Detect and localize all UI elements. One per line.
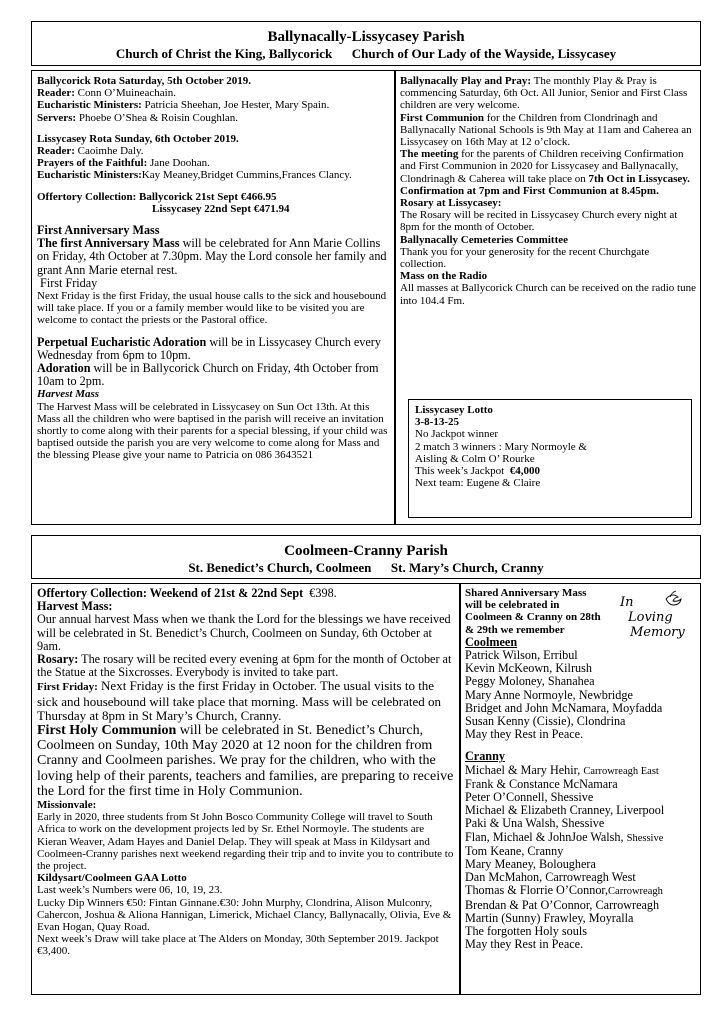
first-friday2-text: Next Friday is the first Friday in October. The usual visits to the sick and housebound will take place that morning. Mass will be celebrated on Thursday at 8pm in St Mary’s Church, Cranny. (37, 678, 441, 723)
harvest2-text: Our annual harvest Mass when we thank the Lord for the blessings we have received will be celebrated in St. Benedict’s Church, Coolmeen on Sunday, 6th October at 9am. (37, 612, 451, 653)
fhc-text: will be celebrated in St. Benedict’s Church, Coolmeen on Sunday, 10th May 2020 at 12 noon for the children from Cranny and Coolmeen parishes. We pray for the children, who with the loving help of their parents, teachers and families, are preparing to receive the Lord for the first time in Holy Communion. (37, 723, 454, 799)
first-anniversary-text: will be celebrated for Ann Marie Collins on Friday, 4th October at 7.30pm. May the Lord console her family and grant Ann Marie eternal rest. (37, 236, 387, 277)
meeting-date: 7th Oct in Lissycasey. (588, 172, 690, 185)
missionvale-text: Early in 2020, three students from St John Bosco Community College will travel to South Africa to work on the development projects led by Sr. Ethel Normoyle. The students are Kieran Weaver, Adam Hayes and Daniel Delap. They will speak at Mass in Kildysart and Coolmeen-Cranny parishes next weekend regarding their trip and to invite you to contribute to the project. (37, 811, 454, 873)
list-item: Susan Kenny (Cissie), Clondrina (465, 714, 626, 729)
rosary-title: Rosary at Lissycasey: (400, 197, 502, 210)
rota2-reader-label: Reader: (37, 145, 75, 158)
rota1-servers: Phoebe O’Shea & Roisin Coughlan. (76, 111, 239, 124)
in-loving-memory-emblem (616, 590, 686, 640)
harvest2-title: Harvest Mass: (37, 599, 113, 614)
list-item (465, 764, 697, 778)
first-friday2-bold: First Friday: (37, 681, 98, 694)
gaa-line1: Last week’s Numbers were 06, 10, 19, 23. (37, 884, 223, 897)
coolmeen-title: Coolmeen (465, 634, 518, 649)
fhc-bold: First Holy Communion (37, 723, 177, 739)
gaa-line3: Next week’s Draw will take place at The Alders on Monday, 30th September 2019. Jackpot €3,400. (37, 933, 439, 958)
gaa-title: Kildysart/Coolmeen GAA Lotto (37, 872, 187, 885)
rota2-pf: Jane Doohan. (147, 157, 210, 170)
meeting-text: for the parents of Children receiving Confirmation and First Communion in 2020 for Lissycasey and Ballynacally, Clondrinagh & Caherea will take place on (400, 148, 684, 185)
offertory2-amount: €398. (303, 586, 337, 600)
lotto-jackpot-amount: €4,000 (509, 465, 540, 478)
pea-bold: Perpetual Eucharistic Adoration (37, 334, 207, 349)
first-communion-bold: First Communion (400, 111, 485, 124)
adoration-bold: Adoration (37, 361, 91, 376)
list-item: Paki & Una Walsh, Shessive (465, 816, 605, 831)
confirmation-text: Confirmation at 7pm and First Communion at 8.45pm. (400, 184, 659, 197)
bottom-left-column (31, 583, 460, 995)
rota2-title: Lissycasey Rota Sunday, 6th October 2019. (37, 132, 239, 145)
rosary2-text: The rosary will be recited every evening at 6pm for the month of October at the Statue at the Sixcrosses. Everybody is invited to take part. (37, 652, 452, 680)
list-item: May they Rest in Peace. (465, 727, 584, 742)
dove-icon (666, 591, 681, 605)
rota1-servers-label: Servers: (37, 111, 77, 124)
first-friday-title: First Friday (37, 275, 98, 290)
lotto-line2: 2 match 3 winners : Mary Normoyle & (415, 440, 587, 453)
list-item: Peggy Moloney, Shanahea (465, 674, 595, 689)
rota1-reader-label: Reader: (37, 87, 75, 100)
first-communion-text: for the Children from Clondrinagh and Ballynacally National Schools is 9th May at 11am and Caherea an Lissycasey on 16th May at 12 o’clock. (400, 111, 692, 149)
list-item: Frank & Constance McNamara (465, 776, 618, 791)
radio-title: Mass on the Radio (400, 270, 488, 283)
offertory2-bold: Offertory Collection: Weekend of 21st & 22nd Sept (37, 586, 304, 600)
list-item: Kevin McKeown, Kilrush (465, 661, 592, 676)
list-item-place: Shessive (626, 832, 664, 844)
top-parish-subtitle: Church of Christ the King, Ballycorick Church of Our Lady of the Wayside, Lissycasey (115, 46, 617, 61)
bottom-parish-title: Coolmeen-Cranny Parish (284, 543, 448, 559)
top-right-column (395, 70, 701, 525)
bottom-parish-subtitle: St. Benedict’s Church, Coolmeen St. Mary’s Church, Cranny (188, 560, 544, 575)
rota1-em-label: Eucharistic Ministers: (37, 99, 142, 112)
memory-text-2: Loving (628, 610, 673, 625)
list-item: Mary Meaney, Boloughera (465, 857, 596, 872)
list-item-name: Thomas & Florrie O’Connor, (465, 883, 609, 898)
play-pray-text: The monthly Play & Pray is commencing Saturday, 6th Oct. All Junior, Senior and First Class children are very welcome. (400, 75, 688, 112)
list-item: Martin (Sunny) Frawley, Moyralla (465, 910, 634, 925)
bottom-parish-header (31, 535, 701, 579)
list-item: Tom Keane, Cranny (465, 843, 564, 858)
list-item-name: Flan, Michael & JohnJoe Walsh, (465, 829, 627, 844)
top-left-column (31, 70, 395, 525)
rota2-pf-label: Prayers of the Faithful: (37, 157, 148, 170)
rota2-em: Kay Meaney,Bridget Cummins,Frances Clancy. (141, 169, 352, 182)
gaa-line2: Lucky Dip Winners €50: Fintan Ginnane.€30: John Murphy, Clondrina, Alison Mulconry, Cahercon, Joshua & Aliona Hannigan, Limerick, Michael Clancy, Ballynacally, Olivia, Eve & Evan Hogan, Quay Road. (37, 896, 452, 934)
top-parish-header (31, 21, 701, 66)
cemeteries-text: Thank you for your generosity for the recent Churchgate collection. (400, 245, 650, 271)
rosary2-bold: Rosary: (37, 652, 79, 667)
rota1-em: Patricia Sheehan, Joe Hester, Mary Spain. (141, 99, 330, 112)
rota2-em-label: Eucharistic Ministers: (37, 169, 142, 182)
list-item-place: Carrowreagh East (583, 765, 659, 777)
offertory-line2: Lissycasey 22nd Sept €471.94 (152, 202, 290, 215)
offertory-line1: Offertory Collection: Ballycorick 21st Sept €466.95 (37, 190, 277, 203)
list-item: Dan McMahon, Carrowreagh West (465, 870, 636, 885)
list-item (465, 831, 697, 845)
first-anniversary-bold: The first Anniversary Mass (37, 236, 180, 251)
meeting-bold: The meeting (400, 148, 459, 161)
list-item: Patrick Wilson, Erribul (465, 648, 578, 663)
memory-text-3: Memory (630, 625, 685, 640)
memory-text-1: In (620, 595, 634, 610)
rosary-text: The Rosary will be recited in Lissycasey Church every night at 8pm for the month of October. (400, 209, 678, 234)
lissycasey-lotto-box (408, 399, 692, 518)
harvest-mass-text: The Harvest Mass will be celebrated in Lissycasey on Sun Oct 13th. At this Mass all the children who were baptised in the parish will receive an invitation shortly to come along with their parents for a special blessing, if your child was baptised outside the parish you are very welcome to come along for Mass and the blessing Please give your name to Patricia on 086 3643521 (37, 400, 388, 462)
cranny-list (465, 764, 697, 952)
list-item: Peter O’Connell, Shessive (465, 790, 594, 805)
first-anniversary-heading: First Anniversary Mass (37, 223, 160, 238)
pea-text: will be in Lissycasey Church every Wednesday from 6pm to 10pm. (37, 334, 381, 362)
play-pray-bold: Ballynacally Play and Pray: (400, 75, 532, 87)
rota1-reader: Conn O’Muineachain. (74, 87, 176, 100)
lotto-jackpot-label: This week’s Jackpot (415, 465, 510, 478)
list-item: Bridget and John McNamara, Moyfadda (465, 700, 663, 715)
rota1-title: Ballycorick Rota Saturday, 5th October 2019. (37, 75, 251, 87)
cemeteries-title: Ballynacally Cemeteries Committee (400, 233, 568, 246)
lotto-line3: Aisling & Colm O’ Rourke (415, 452, 535, 465)
missionvale-title: Missionvale: (37, 799, 97, 812)
shared-anniversary-title: Shared Anniversary Mass will be celebrated in Coolmeen & Cranny on 28th & 29th we remember (465, 587, 601, 636)
list-item (465, 884, 697, 898)
lotto-title: Lissycasey Lotto (415, 404, 493, 416)
list-item: Brendan & Pat O’Connor, Carrowreagh (465, 897, 660, 912)
bottom-right-column (460, 583, 701, 995)
list-item-name: Michael & Mary Hehir, (465, 762, 584, 777)
list-item: Michael & Elizabeth Cranney, Liverpool (465, 803, 665, 818)
lotto-numbers: 3-8-13-25 (415, 416, 459, 429)
first-friday-text: Next Friday is the first Friday, the usual house calls to the sick and housebound will take place. If you or a family member would like to be visited you are welcome to contact the priests or the Pastoral office. (37, 290, 387, 327)
cranny-title: Cranny (465, 749, 505, 764)
top-parish-title: Ballynacally-Lissycasey Parish (267, 29, 465, 45)
lotto-line1: No Jackpot winner (415, 428, 499, 441)
coolmeen-list (465, 649, 697, 741)
list-item-place: Carrowreagh (608, 886, 663, 898)
list-item: May they Rest in Peace. (465, 937, 584, 952)
adoration-text: will be in Ballycorick Church on Friday, 4th October from 10am to 2pm. (37, 361, 379, 389)
rota2-reader: Caoimhe Daly. (74, 145, 144, 158)
harvest-mass-title: Harvest Mass (37, 388, 100, 401)
list-item: Mary Anne Normoyle, Newbridge (465, 687, 633, 702)
list-item: The forgotten Holy souls (465, 924, 587, 939)
radio-text: All masses at Ballycorick Church can be received on the radio tune into 104.4 Fm. (400, 282, 696, 307)
lotto-next-team: Next team: Eugene & Claire (415, 477, 541, 490)
